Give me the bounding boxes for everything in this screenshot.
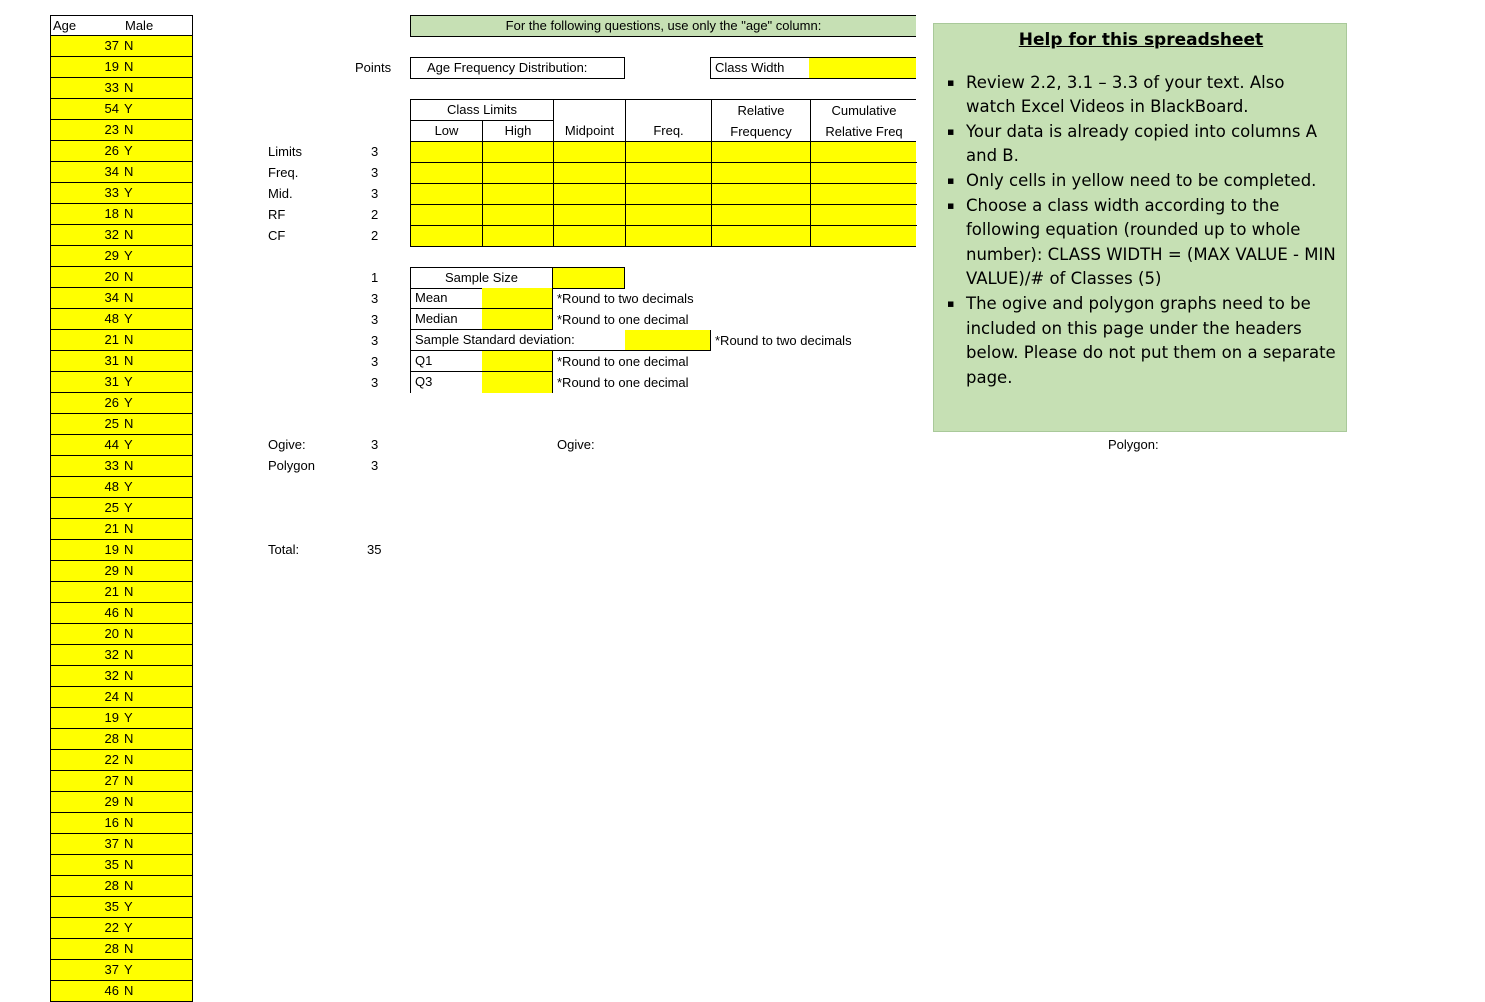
age-cell[interactable]: 29 — [104, 563, 119, 578]
data-row — [50, 729, 193, 750]
age-cell[interactable]: 24 — [104, 689, 119, 704]
data-row — [50, 876, 193, 897]
data-row — [50, 561, 193, 582]
q1-label-cell: Q1 — [410, 351, 483, 372]
freq-table-header — [410, 99, 916, 142]
male-cell[interactable]: N — [124, 605, 134, 620]
age-cell[interactable]: 35 — [104, 899, 119, 914]
male-cell[interactable]: N — [124, 458, 134, 473]
data-row — [50, 372, 193, 393]
age-cell[interactable]: 46 — [104, 983, 119, 998]
freq-table-input-cell[interactable] — [411, 142, 483, 163]
data-row — [50, 960, 193, 981]
age-cell[interactable]: 33 — [104, 80, 119, 95]
freq-table-input-cell[interactable] — [626, 184, 712, 205]
male-cell[interactable]: N — [124, 521, 134, 536]
points-row-value: 3 — [371, 144, 379, 159]
age-cell[interactable]: 48 — [104, 311, 119, 326]
data-row — [50, 267, 193, 288]
data-row — [50, 939, 193, 960]
male-cell[interactable]: N — [124, 542, 134, 557]
male-cell[interactable]: N — [124, 332, 134, 347]
freq-dist-title — [410, 57, 625, 79]
freq-table-input-cell[interactable] — [554, 184, 626, 205]
age-cell[interactable]: 34 — [104, 164, 119, 179]
freq-table-input-cell[interactable] — [811, 205, 917, 226]
male-column-header[interactable]: Male — [125, 18, 154, 33]
data-row — [50, 246, 193, 267]
median-input[interactable] — [482, 309, 553, 330]
points-row-label: Freq. — [268, 165, 299, 180]
data-row — [50, 204, 193, 225]
male-cell[interactable]: N — [124, 752, 134, 767]
midpoint-header: Midpoint — [554, 100, 626, 142]
male-cell[interactable]: N — [124, 122, 134, 137]
male-cell[interactable]: Y — [124, 185, 133, 200]
high-header: High — [483, 121, 554, 142]
median-points: 3 — [371, 312, 379, 327]
points-row-label: RF — [268, 207, 286, 222]
age-cell[interactable]: 20 — [104, 269, 119, 284]
data-row — [50, 771, 193, 792]
age-cell[interactable]: 44 — [104, 437, 119, 452]
age-cell[interactable]: 21 — [104, 332, 119, 347]
freq-dist-title-text: Age Frequency Distribution: — [427, 60, 588, 75]
data-row — [50, 351, 193, 372]
male-cell[interactable]: Y — [124, 899, 133, 914]
data-row — [50, 183, 193, 204]
age-cell[interactable]: 29 — [104, 794, 119, 809]
age-cell[interactable]: 25 — [104, 416, 119, 431]
data-row — [50, 813, 193, 834]
help-item: ▪ The ogive and polygon graphs need to be included on this page under the headers below. Please do not put them on a separate page. — [966, 292, 1336, 390]
age-cell[interactable]: 22 — [104, 752, 119, 767]
data-row — [50, 330, 193, 351]
low-header: Low — [411, 121, 483, 142]
ogive-points-label: Ogive: — [268, 437, 306, 452]
male-cell[interactable]: N — [124, 647, 134, 662]
male-cell[interactable]: N — [124, 269, 134, 284]
help-item: ▪ Your data is already copied into columns A and B. — [966, 120, 1336, 169]
polygon-points-label: Polygon — [268, 458, 315, 473]
data-row — [50, 435, 193, 456]
male-cell[interactable]: N — [124, 773, 134, 788]
age-cell[interactable]: 32 — [104, 668, 119, 683]
median-note: *Round to one decimal — [557, 312, 689, 327]
age-cell[interactable]: 26 — [104, 143, 119, 158]
q3-label-cell: Q3 — [410, 372, 483, 393]
points-row-value: 2 — [371, 228, 379, 243]
freq-table-input-cell[interactable] — [554, 226, 626, 247]
age-cell[interactable]: 54 — [104, 101, 119, 116]
age-cell[interactable]: 37 — [104, 38, 119, 53]
age-cell[interactable]: 19 — [104, 542, 119, 557]
male-cell[interactable]: N — [124, 668, 134, 683]
age-cell[interactable]: 37 — [104, 962, 119, 977]
age-cell[interactable]: 21 — [104, 584, 119, 599]
freq-table-input-cell[interactable] — [712, 226, 811, 247]
male-cell[interactable]: N — [124, 38, 134, 53]
mean-label-cell: Mean — [410, 288, 483, 309]
male-cell[interactable]: N — [124, 836, 134, 851]
data-row — [50, 981, 193, 1002]
male-cell[interactable]: N — [124, 164, 134, 179]
age-cell[interactable]: 28 — [104, 941, 119, 956]
sd-note: *Round to two decimals — [715, 333, 852, 348]
age-cell[interactable]: 21 — [104, 521, 119, 536]
freq-table-input-cell[interactable] — [712, 205, 811, 226]
data-row — [50, 225, 193, 246]
male-cell[interactable]: Y — [124, 248, 133, 263]
age-cell[interactable]: 33 — [104, 185, 119, 200]
age-cell[interactable]: 48 — [104, 479, 119, 494]
data-row — [50, 57, 193, 78]
male-cell[interactable]: N — [124, 794, 134, 809]
age-cell[interactable]: 16 — [104, 815, 119, 830]
male-cell[interactable]: N — [124, 626, 134, 641]
mean-note: *Round to two decimals — [557, 291, 694, 306]
freq-table-input-cell[interactable] — [411, 163, 483, 184]
data-row — [50, 498, 193, 519]
data-row — [50, 309, 193, 330]
male-cell[interactable]: N — [124, 563, 134, 578]
data-row — [50, 99, 193, 120]
male-cell[interactable]: N — [124, 290, 134, 305]
data-row — [50, 624, 193, 645]
freq-table-input-cell[interactable] — [626, 226, 712, 247]
age-cell[interactable]: 26 — [104, 395, 119, 410]
data-row — [50, 456, 193, 477]
data-row — [50, 855, 193, 876]
age-male-data-table — [50, 15, 193, 1002]
freq-table-input-cell[interactable] — [712, 184, 811, 205]
relative-frequency-header: Relative Frequency — [712, 100, 811, 142]
total-value: 35 — [367, 542, 382, 557]
sample-size-input[interactable] — [552, 267, 625, 289]
age-cell[interactable]: 37 — [104, 836, 119, 851]
male-cell[interactable]: N — [124, 815, 134, 830]
freq-table-input-cell[interactable] — [626, 163, 712, 184]
sd-label-cell: Sample Standard deviation: — [410, 330, 626, 351]
data-row — [50, 477, 193, 498]
polygon-points: 3 — [371, 458, 379, 473]
male-cell[interactable]: Y — [124, 479, 133, 494]
male-cell[interactable]: N — [124, 227, 134, 242]
male-cell[interactable]: Y — [124, 395, 133, 410]
help-panel — [933, 23, 1347, 432]
male-cell[interactable]: Y — [124, 710, 133, 725]
mean-input[interactable] — [482, 288, 553, 309]
data-row — [50, 141, 193, 162]
points-row-value: 2 — [371, 207, 379, 222]
sample-size-points: 1 — [371, 270, 379, 285]
freq-table-input-cell[interactable] — [811, 184, 917, 205]
help-item: ▪ Only cells in yellow need to be completed. — [966, 169, 1336, 194]
help-item: ▪ Review 2.2, 3.1 – 3.3 of your text. Also watch Excel Videos in BlackBoard. — [966, 71, 1336, 120]
instructions-banner — [410, 15, 916, 37]
age-cell[interactable]: 20 — [104, 626, 119, 641]
male-cell[interactable]: Y — [124, 437, 133, 452]
male-cell[interactable]: N — [124, 416, 134, 431]
age-cell[interactable]: 34 — [104, 290, 119, 305]
mean-points: 3 — [371, 291, 379, 306]
freq-table-input-cell[interactable] — [483, 205, 554, 226]
data-row — [50, 603, 193, 624]
total-label: Total: — [268, 542, 300, 557]
male-cell[interactable]: N — [124, 80, 134, 95]
data-row — [50, 750, 193, 771]
data-row — [50, 162, 193, 183]
age-cell[interactable]: 18 — [104, 206, 119, 221]
age-cell[interactable]: 46 — [104, 605, 119, 620]
data-row — [50, 582, 193, 603]
points-row-label: Limits — [268, 144, 302, 159]
data-row — [50, 288, 193, 309]
male-cell[interactable]: N — [124, 689, 134, 704]
freq-table-input-cell[interactable] — [712, 142, 811, 163]
freq-table-input-cell[interactable] — [483, 163, 554, 184]
data-row — [50, 78, 193, 99]
freq-table-input-cell[interactable] — [411, 205, 483, 226]
ogive-points: 3 — [371, 437, 379, 452]
help-title: Help for this spreadsheet — [1018, 30, 1264, 50]
cumulative-rf-header: Cumulative Relative Freq — [825, 103, 903, 139]
help-list — [946, 71, 1336, 391]
q1-note: *Round to one decimal — [557, 354, 689, 369]
freq-table-input-cell[interactable] — [554, 205, 626, 226]
class-width-input[interactable] — [809, 57, 916, 79]
sd-points: 3 — [371, 333, 379, 348]
age-cell[interactable]: 33 — [104, 458, 119, 473]
age-cell[interactable]: 31 — [104, 374, 119, 389]
male-cell[interactable]: Y — [124, 311, 133, 326]
male-cell[interactable]: N — [124, 983, 134, 998]
data-row — [50, 645, 193, 666]
data-row — [50, 897, 193, 918]
class-width-label-cell — [710, 57, 810, 79]
data-row — [50, 687, 193, 708]
points-row-label: Mid. — [268, 186, 293, 201]
class-width-label: Class Width — [715, 60, 785, 75]
class-limits-header: Class Limits — [411, 100, 554, 121]
freq-table-input-cell[interactable] — [712, 163, 811, 184]
age-cell[interactable]: 28 — [104, 731, 119, 746]
age-cell[interactable]: 23 — [104, 122, 119, 137]
age-cell[interactable]: 22 — [104, 920, 119, 935]
age-cell[interactable]: 19 — [104, 710, 119, 725]
sample-size-label-cell — [410, 267, 553, 289]
freq-table-input-cell[interactable] — [626, 142, 712, 163]
data-row — [50, 393, 193, 414]
age-cell[interactable]: 35 — [104, 857, 119, 872]
q3-points: 3 — [371, 375, 379, 390]
points-row-label: CF — [268, 228, 286, 243]
freq-table-input-cell[interactable] — [411, 184, 483, 205]
data-row — [50, 540, 193, 561]
data-row — [50, 666, 193, 687]
freq-table-input-cell[interactable] — [483, 142, 554, 163]
freq-table-input-cell[interactable] — [811, 226, 917, 247]
data-row — [50, 519, 193, 540]
freq-table-input-cell[interactable] — [483, 226, 554, 247]
help-item: ▪ Choose a class width according to the following equation (rounded up to whole number): CLASS WIDTH = (MAX VALUE - MIN VALUE)/# of Classes (5) — [966, 194, 1336, 292]
sample-size-label: Sample Size — [445, 270, 518, 285]
male-cell[interactable]: N — [124, 584, 134, 599]
age-cell[interactable]: 19 — [104, 59, 119, 74]
q1-input[interactable] — [482, 351, 553, 372]
freq-table-input-cell[interactable] — [554, 142, 626, 163]
median-label-cell: Median — [410, 309, 483, 330]
male-cell[interactable]: Y — [124, 500, 133, 515]
q3-input[interactable] — [482, 372, 553, 393]
male-cell[interactable]: N — [124, 941, 134, 956]
freq-table-input-cell[interactable] — [626, 205, 712, 226]
male-cell[interactable]: N — [124, 878, 134, 893]
age-cell[interactable]: 29 — [104, 248, 119, 263]
frequency-table — [410, 99, 916, 247]
male-cell[interactable]: N — [124, 353, 134, 368]
age-cell[interactable]: 32 — [104, 227, 119, 242]
data-row — [50, 834, 193, 855]
age-cell[interactable]: 32 — [104, 647, 119, 662]
male-cell[interactable]: N — [124, 59, 134, 74]
age-cell[interactable]: 31 — [104, 353, 119, 368]
q1-points: 3 — [371, 354, 379, 369]
instructions-banner-text: For the following questions, use only the "age" column: — [505, 18, 822, 33]
male-cell[interactable]: Y — [124, 143, 133, 158]
data-row — [50, 708, 193, 729]
male-cell[interactable]: Y — [124, 920, 133, 935]
data-row — [50, 414, 193, 435]
freq-table-input-cell[interactable] — [811, 163, 917, 184]
ogive-graph-header: Ogive: — [557, 437, 595, 452]
freq-header: Freq. — [626, 100, 712, 142]
data-row — [50, 792, 193, 813]
age-column-header[interactable]: Age — [53, 18, 77, 33]
male-cell[interactable]: Y — [124, 374, 133, 389]
sd-input[interactable] — [625, 330, 711, 351]
data-row — [50, 36, 193, 57]
freq-table-input-cell[interactable] — [811, 142, 917, 163]
male-cell[interactable]: N — [124, 857, 134, 872]
age-cell[interactable]: 27 — [104, 773, 119, 788]
data-row — [50, 120, 193, 141]
q3-note: *Round to one decimal — [557, 375, 689, 390]
male-cell[interactable]: Y — [124, 962, 133, 977]
points-header: Points — [355, 60, 392, 75]
male-cell[interactable]: Y — [124, 101, 133, 116]
points-row-value: 3 — [371, 186, 379, 201]
freq-table-input-cell[interactable] — [483, 184, 554, 205]
data-row — [50, 918, 193, 939]
data-table-header — [50, 15, 193, 36]
freq-table-input-cell[interactable] — [411, 226, 483, 247]
age-cell[interactable]: 28 — [104, 878, 119, 893]
freq-table-body — [410, 141, 916, 247]
male-cell[interactable]: N — [124, 206, 134, 221]
male-cell[interactable]: N — [124, 731, 134, 746]
freq-table-input-cell[interactable] — [554, 163, 626, 184]
points-row-value: 3 — [371, 165, 379, 180]
polygon-graph-header: Polygon: — [1108, 437, 1159, 452]
age-cell[interactable]: 25 — [104, 500, 119, 515]
